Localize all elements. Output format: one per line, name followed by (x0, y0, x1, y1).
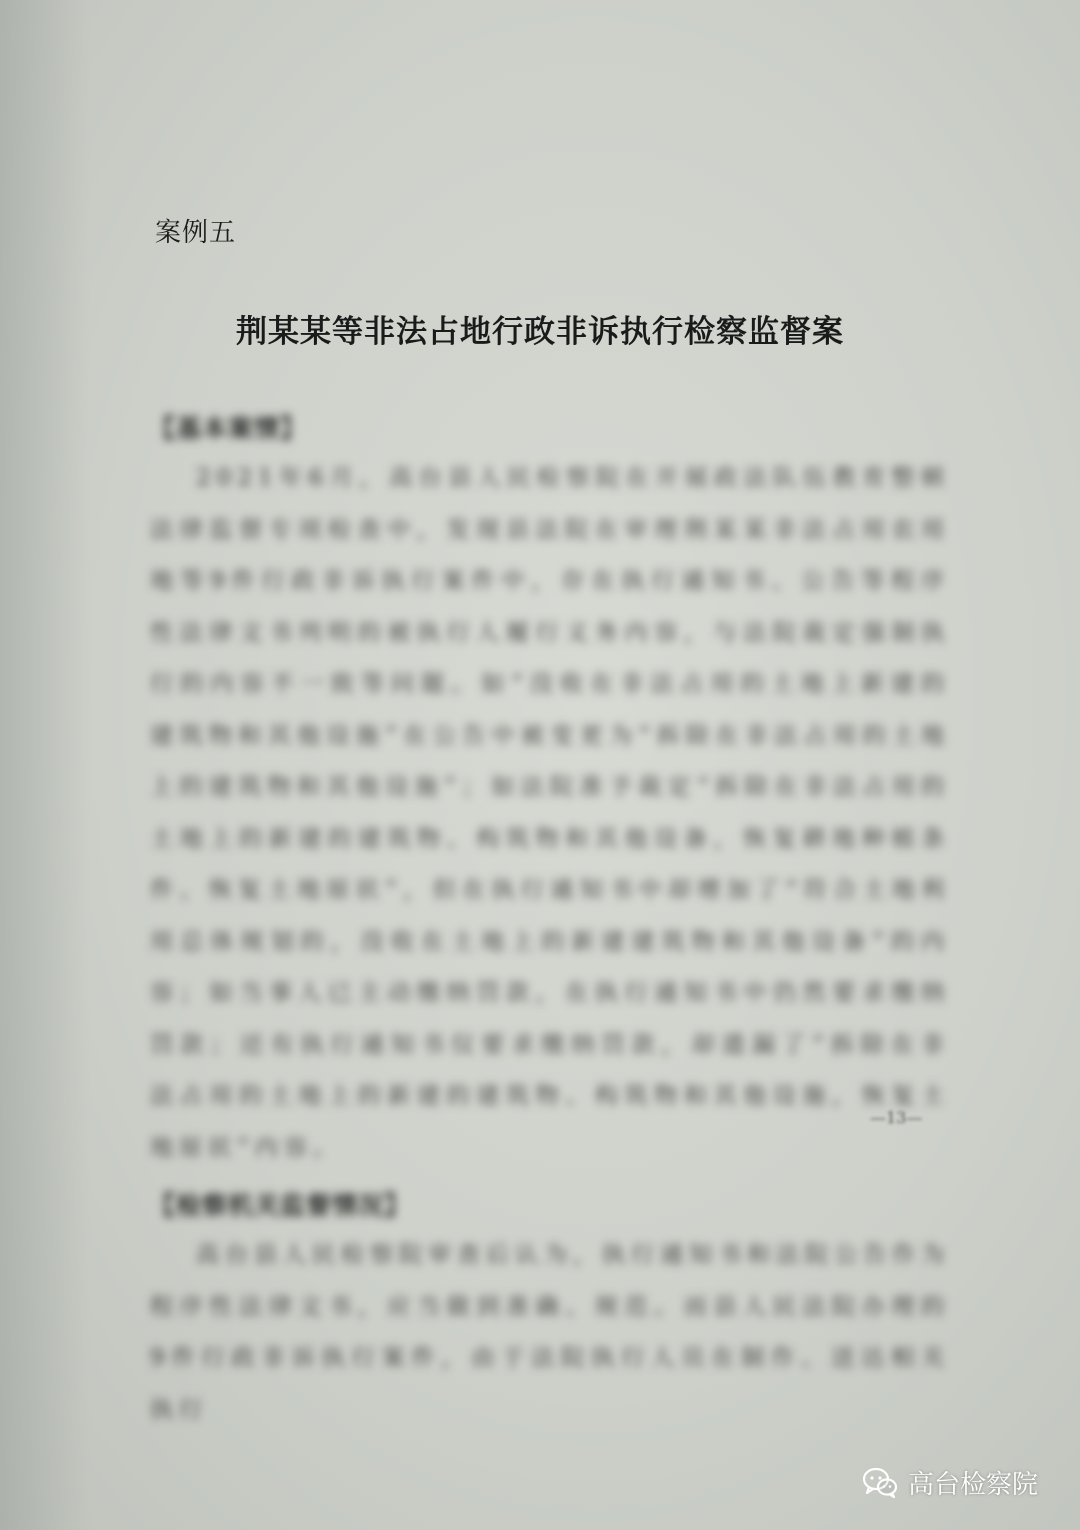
case-label: 案例五 (155, 218, 237, 248)
page-shadow (0, 0, 90, 1530)
wechat-icon (862, 1467, 898, 1499)
paragraph-supervision: 高台县人民检察院审查后认为，执行通知书和法院公告作为程序性法律文书，应当做到准确、规范。而县人民法院办理的9件行政非诉执行案件，由于法院执行人员在制作、送达相关执行 (150, 1242, 950, 1423)
document-title: 荆某某等非法占地行政非诉执行检察监督案 (236, 314, 844, 350)
page-number: —13— (870, 1108, 923, 1127)
section-heading-basic-facts: 【基本案情】 (150, 414, 307, 443)
section-heading-supervision: 【检察机关监督情况】 (150, 1191, 411, 1220)
paragraph-basic-facts: 2021年6月，高台县人民检察院在开展政法队伍教育整顿法律监督专项检查中，发现县法院在审理荆某某非法占用农用地等9件行政非诉执行案件中，存在执行通知书、公告等程序性法律文书列明的被执行人履行义务内容，与法院裁定强制执行的内容不一致等问题。如“没收在非法占用的土地上新建的建筑物和其他设施”在公告中被变更为“拆除在非法占用的土地上的建筑物和其他设施”；如法院准予裁定“拆除在非法占用的土地上的新建的建筑物、构筑物和其他设备，恢复耕地种植条件、恢复土地原状”，但在执行通知书中却增加了“符合土地利用总体规划的，没收在土地上的新建建筑物和其他设备”的内容；如当事人已主动缴纳罚款，在执行通知书中仍然要求缴纳罚款；还有执行通知书仅要求缴纳罚款，却遗漏了“拆除在非法占用的土地上的新建的建筑物、构筑物和其他设施，恢复土地原状”内容。 (150, 465, 950, 1161)
watermark-text: 高台检察院 (908, 1470, 1039, 1500)
blurred-body (150, 405, 950, 1444)
wechat-watermark (862, 1464, 1038, 1501)
